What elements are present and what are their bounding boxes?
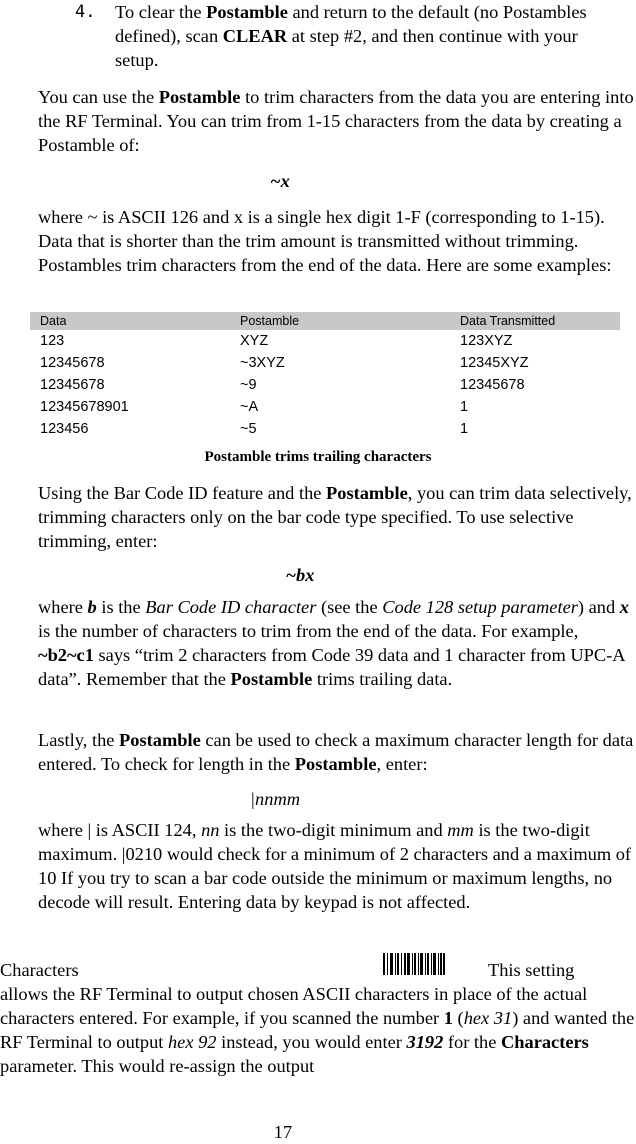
lastly-paragraph: Lastly, the Postamble can be used to check a maximum character length for data entered. To check for length in the Postamble, enter: xyxy=(38,730,634,774)
table-row xyxy=(30,330,620,352)
table-cell: 1 xyxy=(460,421,469,437)
formula-selective: ~bx xyxy=(285,565,315,585)
where-paragraph-2: where b is the Bar Code ID character (see the Code 128 setup parameter) and x is the number of characters to trim from the end of the data. For example, ~b2~c1 says “trim 2 characters from Code 39 data and 1 character from UPC-A data”. Remember that the Postamble trims trailing data. xyxy=(38,597,629,689)
table-cell: 12345678 xyxy=(40,355,105,371)
table-cell: ~5 xyxy=(240,421,257,437)
table-cell: 12345678 xyxy=(40,377,105,393)
table-cell: 123456 xyxy=(40,421,89,437)
table-cell: 1 xyxy=(460,399,469,415)
column-header-data: Data xyxy=(30,312,230,330)
column-header-postamble: Postamble xyxy=(230,312,450,330)
examples-table xyxy=(30,312,620,440)
table-row xyxy=(30,396,620,418)
table-cell: 123 xyxy=(40,333,65,349)
list-number: 4. xyxy=(75,2,96,22)
column-header-data-transmitted: Data Transmitted xyxy=(450,312,620,330)
table-cell: ~A xyxy=(240,399,259,415)
table-cell: 12345678 xyxy=(460,377,525,393)
characters-barcode[interactable] xyxy=(383,953,445,975)
table-cell: 12345XYZ xyxy=(460,355,529,371)
table-row xyxy=(30,418,620,440)
table-cell: XYZ xyxy=(240,333,269,349)
characters-desc-start: This setting xyxy=(488,960,575,980)
characters-heading: Characters xyxy=(0,960,79,980)
where-paragraph-3: where | is ASCII 124, nn is the two-digit minimum and mm is the two-digit maximum. |0210 would check for a minimum of 2 characters and a maximum of 10 If you try to scan a bar code outside the minimum or maximum lengths, no decode will result. Entering data by keypad is not affected. xyxy=(38,820,632,912)
characters-paragraph: allows the RF Terminal to output chosen ASCII characters in place of the actual characters entered. For example, if you scanned the number 1 (hex 31) and wanted the RF Terminal to output hex 92 instead, you would enter 3192 for the Characters parameter. This would re-assign the output xyxy=(0,984,635,1076)
formula-length: |nnmm xyxy=(250,789,301,809)
intro-paragraph: You can use the Postamble to trim characters from the data you are entering into the RF Terminal. You can trim from 1-15 characters from the data by creating a Postamble of: xyxy=(38,87,634,155)
table-cell: 123XYZ xyxy=(460,333,513,349)
list-item-text: To clear the Postamble and return to the default (no Postambles defined), scan CLEAR at step #2, and then continue with your setup. xyxy=(115,2,587,70)
selective-paragraph: Using the Bar Code ID feature and the Postamble, you can trim data selectively, trimming characters only on the bar code type specified. To use selective trimming, enter: xyxy=(38,483,632,551)
table-row xyxy=(30,374,620,396)
table-header-row xyxy=(30,312,620,330)
table-caption: Postamble trims trailing characters xyxy=(204,449,432,465)
table-cell: ~9 xyxy=(240,377,257,393)
formula-trim: ~x xyxy=(270,171,290,191)
page-number: 17 xyxy=(273,1122,293,1142)
table-cell: 12345678901 xyxy=(40,399,129,415)
table-row xyxy=(30,352,620,374)
where-paragraph-1: where ~ is ASCII 126 and x is a single hex digit 1-F (corresponding to 1-15). Data that is shorter than the trim amount is transmitted without trimming. Postambles trim characters from the end of the data. Here are some examples: xyxy=(38,207,612,275)
table-cell: ~3XYZ xyxy=(240,355,285,371)
